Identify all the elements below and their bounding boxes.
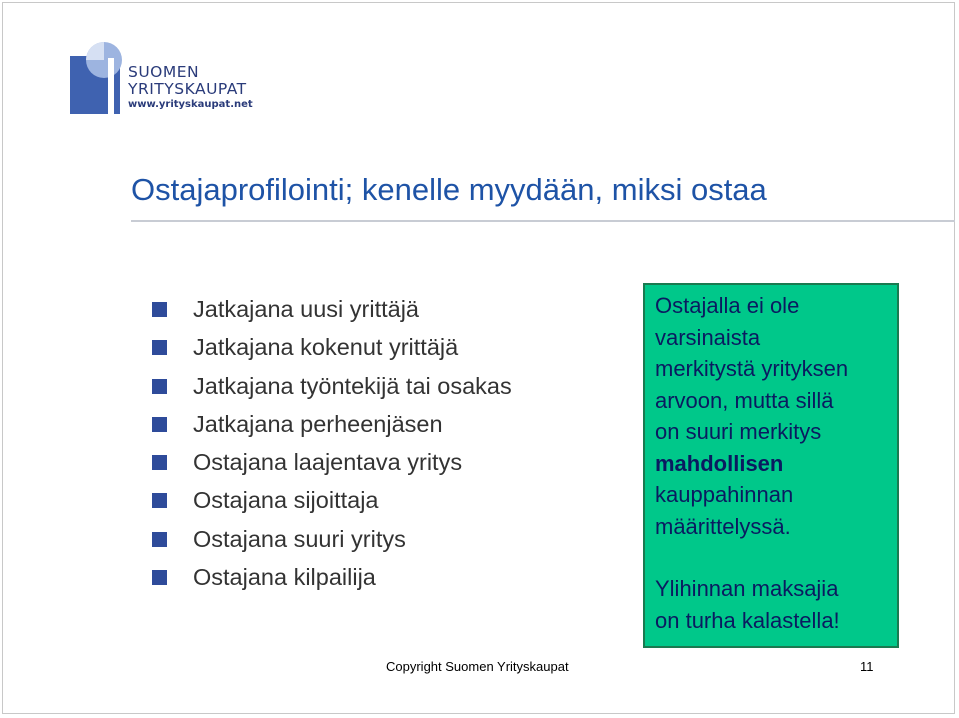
company-logo (70, 38, 128, 123)
callout-box (643, 283, 899, 648)
list-item: Ostajana laajentava yritys (152, 443, 512, 481)
bullet-square-icon (152, 302, 167, 317)
list-item: Jatkajana työntekijä tai osakas (152, 367, 512, 405)
bullet-square-icon (152, 379, 167, 394)
list-item: Jatkajana kokenut yrittäjä (152, 328, 512, 366)
callout-line: Ostajalla ei ole (655, 293, 800, 318)
callout-bold-line: mahdollisen (655, 450, 784, 476)
logo-url: www.yrityskaupat.net (128, 99, 253, 110)
callout-line: Ylihinnan maksajia (655, 576, 839, 601)
logo-line-2: YRITYSKAUPAT (128, 80, 247, 98)
callout-line: määrittelyssä. (655, 513, 791, 539)
callout-line: on turha kalastella! (655, 607, 840, 633)
bullet-square-icon (152, 493, 167, 508)
bullet-square-icon (152, 340, 167, 355)
callout-line: arvoon, mutta sillä (655, 387, 834, 413)
page-number: 11 (860, 659, 874, 674)
list-item: Ostajana suuri yritys (152, 520, 512, 558)
title-divider (131, 220, 955, 222)
footer-copyright: Copyright Suomen Yrityskaupat (386, 659, 569, 674)
bullet-square-icon (152, 570, 167, 585)
list-item: Ostajana sijoittaja (152, 481, 512, 519)
callout-line: merkitystä yrityksen (655, 356, 849, 381)
logo-line-1: SUOMEN (128, 63, 200, 81)
callout-line: on suuri merkitys (655, 419, 822, 444)
list-item: Ostajana kilpailija (152, 558, 512, 596)
bullet-list (152, 290, 512, 596)
bullet-square-icon (152, 532, 167, 547)
slide-title: Ostajaprofilointi; kenelle myydään, miksi ostaa (131, 172, 767, 207)
callout-line: varsinaista (655, 324, 761, 350)
callout-spacer (655, 542, 887, 573)
logo-mark-icon (70, 38, 128, 118)
callout-line: kauppahinnan (655, 482, 794, 507)
bullet-square-icon (152, 417, 167, 432)
logo-wordmark (128, 64, 253, 112)
list-item: Jatkajana uusi yrittäjä (152, 290, 512, 328)
bullet-square-icon (152, 455, 167, 470)
list-item: Jatkajana perheenjäsen (152, 405, 512, 443)
